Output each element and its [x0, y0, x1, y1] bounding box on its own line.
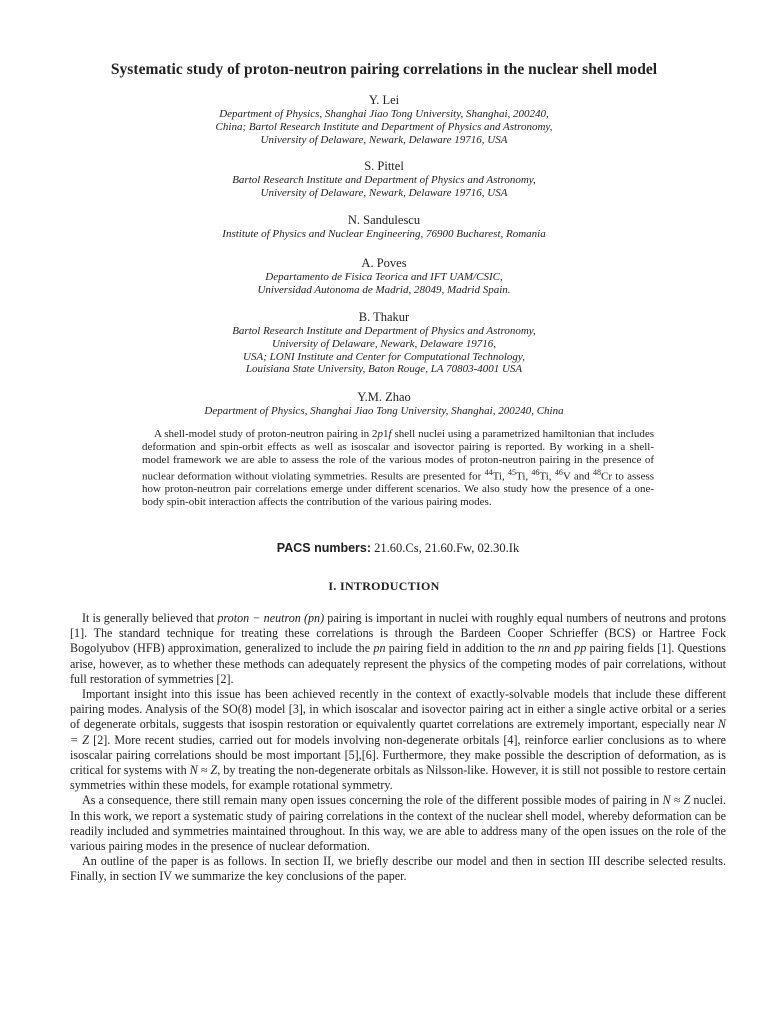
- abstract-text: to assess how proton-neutron pair correlations emerge under different scenarios. We also study how the presence of a one-body spin-obit interaction affects the contribution of the various pairing modes.: [142, 470, 655, 509]
- body-paragraph: [70, 611, 726, 687]
- author-affiliation-line: USA; LONI Institute and Center for Computational Technology,: [243, 350, 525, 363]
- author-block: [60, 310, 708, 376]
- author-name: A. Poves: [361, 256, 407, 270]
- body-text: pairing is important in nuclei with roughly equal numbers of neutrons and protons [1]. The standard technique for treating these correlations is through the Bardeen Cooper Schrieffer (BCS) or Hartree Fock Bogolyubov (HFB) approximation, generalized to include the: [70, 611, 726, 656]
- author-affiliation-line: Universidad Autonoma de Madrid, 28049, Madrid Spain.: [257, 283, 511, 296]
- body-italic: pp: [574, 641, 587, 656]
- body-italic: pn: [373, 641, 386, 656]
- author-block: [60, 390, 708, 418]
- paper-title: Systematic study of proton-neutron pairing correlations in the nuclear shell model: [110, 61, 658, 78]
- nucleus-symbol: V and: [562, 470, 594, 483]
- author-block: [60, 159, 708, 200]
- body-paragraph: An outline of the paper is as follows. In section II, we briefly describe our model and then in section III describe selected results. Finally, in section IV we summarize the key conclusions of the paper.: [70, 854, 726, 884]
- body-italic: N ≈ Z: [662, 793, 691, 808]
- body-text: It is generally believed that: [82, 611, 218, 625]
- introduction-body: [70, 611, 726, 885]
- body-italic: N = Z: [70, 717, 726, 747]
- author-affiliation-line: China; Bartol Research Institute and Department of Physics and Astronomy,: [215, 120, 553, 133]
- body-text: , by treating the non-degenerate orbitals as Nilsson-like. However, it is still not possible to restore certain symmetries within these models, for example rotational symmetry.: [70, 763, 726, 793]
- author-affiliation-line: Department of Physics, Shanghai Jiao Tong University, Shanghai, 200240, China: [204, 405, 564, 417]
- author-affiliation-line: Institute of Physics and Nuclear Engineering, 76900 Bucharest, Romania: [222, 228, 546, 240]
- author-name: Y. Lei: [368, 93, 400, 107]
- author-affiliation-line: University of Delaware, Newark, Delaware 19716,: [271, 337, 497, 350]
- author-affiliation-line: University of Delaware, Newark, Delaware 19716, USA: [260, 133, 508, 146]
- nucleus-symbol: Ti,: [516, 470, 532, 483]
- body-text: As a consequence, there still remain many open issues concerning the role of the different possible modes of pairing in: [82, 793, 663, 808]
- abstract-paragraph: [142, 428, 654, 509]
- nucleus-symbol: Cr: [601, 470, 613, 483]
- mass-number: 44: [484, 467, 493, 477]
- pacs-line: [142, 541, 654, 556]
- author-affiliation-line: Departamento de Fisica Teorica and IFT UAM/CSIC,: [265, 271, 503, 283]
- abstract: [142, 428, 654, 509]
- author-block: [60, 93, 708, 146]
- abstract-text: A shell-model study of proton-neutron pairing in 2: [154, 428, 378, 440]
- author-affiliation-line: University of Delaware, Newark, Delaware 19716, USA: [260, 186, 508, 199]
- body-italic: N ≈ Z: [189, 763, 218, 778]
- body-text: pairing fields [1]. Questions arise, however, as to whether these methods can adequately represent the physics of the competing modes of pair correlations, without full restoration of symmetries [2].: [70, 641, 726, 686]
- author-affiliation-line: Bartol Research Institute and Department of Physics and Astronomy,: [232, 174, 536, 186]
- abstract-text: shell nuclei using a parametrized hamiltonian that includes deformation and spin-orbit effects as well as isoscalar and isovector pairing is reported. By working in a shell-model framework we are able to assess the role of the various modes of proton-neutron pairing in the presence of nuclear deformation without violating symmetries. Results are presented for: [142, 428, 654, 483]
- author-name: Y.M. Zhao: [357, 390, 411, 404]
- author-affiliation-line: Louisiana State University, Baton Rouge, LA 70803-4001 USA: [245, 363, 523, 376]
- nucleus-symbol: Ti,: [492, 470, 508, 483]
- author-block: [60, 256, 708, 297]
- body-text: [2]. More recent studies, carried out for models involving non-degenerate orbitals [4], reinforce earlier conclusions as to where isoscalar pairing correlations should be most important [5],[6]. Furthermore, they make possible the description of deformation, as is critical for systems with: [70, 732, 726, 778]
- body-text: Important insight into this issue has been achieved recently in the context of exactly-solvable models that include these different pairing modes. Analysis of the SO(8) model [3], in which isoscalar and isovector pairing act in either a single active orbital or a series of degenerate orbitals, suggests that isospin restoration or equivalently quartet correlations are extremely important, especially near: [70, 687, 726, 732]
- mass-number: 46: [531, 467, 540, 477]
- body-italic: nn: [538, 641, 551, 656]
- author-affiliation-line: Department of Physics, Shanghai Jiao Tong University, Shanghai, 200240,: [219, 108, 549, 120]
- author-affiliation-line: Bartol Research Institute and Department of Physics and Astronomy,: [232, 325, 536, 337]
- mass-number: 45: [508, 467, 516, 477]
- abstract-text: 1: [383, 428, 389, 440]
- pacs-value: 21.60.Cs, 21.60.Fw, 02.30.Ik: [371, 541, 520, 555]
- author-name: N. Sandulescu: [347, 213, 421, 227]
- body-text: nuclei. In this work, we report a systematic study of pairing correlations in the context of the nuclear shell model, whereby deformation can be readily included and symmetries maintained throughout. In this way, we are able to address many of the open issues on the role of the various pairing modes in the presence of nuclear deformation.: [70, 793, 726, 854]
- body-text: pairing field in addition to the: [385, 641, 539, 656]
- body-paragraph: [70, 687, 726, 793]
- body-text: and: [550, 641, 575, 656]
- section-heading: I. INTRODUCTION: [328, 579, 440, 593]
- author-name: S. Pittel: [364, 159, 404, 173]
- body-paragraph: [70, 793, 726, 854]
- pacs-label: PACS numbers:: [276, 541, 372, 555]
- body-italic: proton − neutron (pn): [217, 611, 325, 625]
- nucleus-symbol: Ti,: [539, 470, 555, 483]
- author-name: B. Thakur: [358, 310, 410, 324]
- author-block: [60, 213, 708, 241]
- abstract-italic: p: [377, 428, 384, 440]
- mass-number: 46: [554, 467, 563, 477]
- abstract-italic: f: [388, 428, 392, 440]
- mass-number: 48: [593, 467, 602, 477]
